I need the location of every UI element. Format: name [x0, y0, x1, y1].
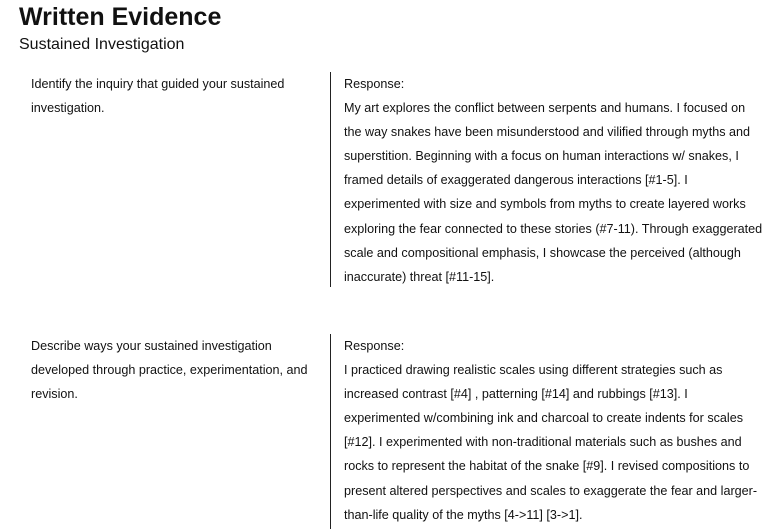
page-subtitle: Sustained Investigation	[19, 36, 185, 53]
question-prompt: Identify the inquiry that guided your sustained investigation.	[31, 77, 285, 115]
response-text: I practiced drawing realistic scales using different strategies such as increased contrast [#4] , patterning [#14] and rubbings [#13]. I experimented w/combining ink and charcoal to create indents for scales [#12]. I experimented with non-traditional materials such as bushes and rocks to represent the habitat of the snake [#9]. I revised compositions to present altered perspectives and scales to exaggerate the fear and larger-than-life quality of the myths [4->11] [3->1].	[344, 363, 758, 522]
response-label: Response:	[344, 339, 405, 353]
response-label: Response:	[344, 77, 405, 91]
response-text: My art explores the conflict between serpents and humans. I focused on the way snakes have been misunderstood and vilified through myths and superstition. Beginning with a focus on human interactions w/ snakes, I framed details of exaggerated dangerous interactions [#1-5]. I experimented with size and symbols from myths to create layered works exploring the fear connected to these stories (#7-11). Through exaggerated scale and compositional emphasis, I showcase the perceived (although inaccurate) threat [#11-15].	[344, 101, 763, 284]
column-divider	[330, 334, 331, 529]
question-prompt: Describe ways your sustained investigation developed through practice, experimentation, and revision.	[31, 339, 308, 401]
page-title: Written Evidence	[19, 3, 222, 31]
response-block	[344, 334, 764, 527]
response-block	[344, 72, 764, 289]
column-divider	[330, 72, 331, 287]
